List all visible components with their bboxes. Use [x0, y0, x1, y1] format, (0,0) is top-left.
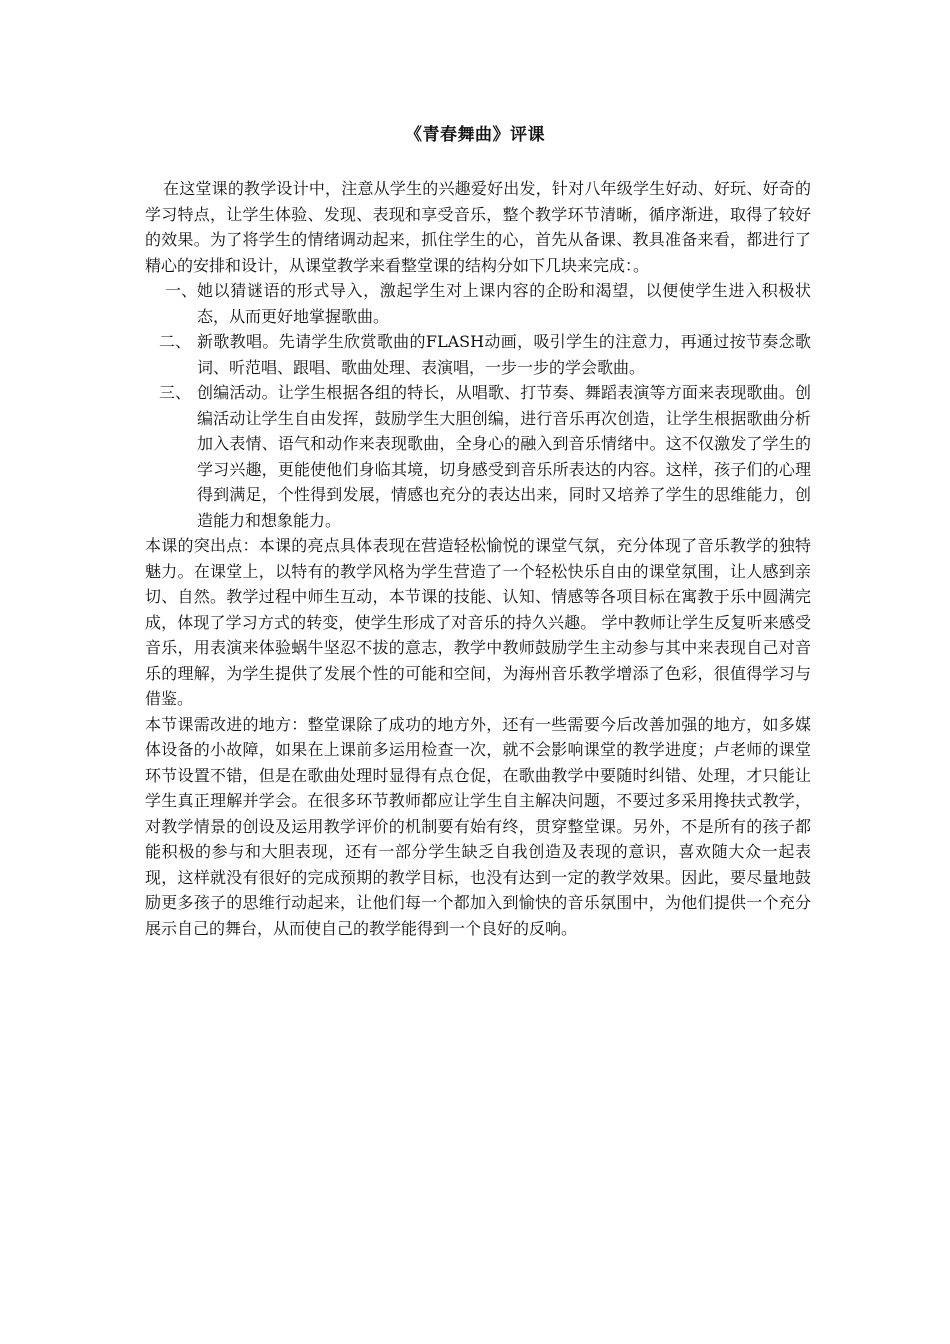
document-body	[145, 176, 811, 941]
highlights-paragraph: 本课的突出点：本课的亮点具体表现在营造轻松愉悦的课堂气氛，充分体现了音乐教学的独特魅力。在课堂上，以特有的教学风格为学生营造了一个轻松快乐自由的课堂氛围，让人感到亲切、自然。教学过程中师生互动，本节课的技能、认知、情感等各项目标在寓教于乐中圆满完成，体现了学习方式的转变，使学生形成了对音乐的持久兴趣。 学中教师让学生反复听来感受音乐，用表演来体验蜗牛坚忍不拔的意志，教学中教师鼓励学生主动参与其中来表现自己对音乐的理解，为学生提供了发展个性的可能和空间，为海州音乐教学增添了色彩，很值得学习与借鉴。	[145, 536, 811, 708]
list-item	[145, 329, 811, 380]
list-item	[145, 278, 811, 329]
list-item-number: 一、	[165, 281, 198, 300]
list-item-number: 二、	[159, 332, 192, 351]
list-item-text: 创编活动。让学生根据各组的特长，从唱歌、打节奏、舞蹈表演等方面来表现歌曲。创编活动让学生自由发挥，鼓励学生大胆创编，进行音乐再次创造，让学生根据歌曲分析加入表情、语气和动作来表现歌曲，全身心的融入到音乐情绪中。这不仅激发了学生的学习兴趣，更能使他们身临其境，切身感受到音乐所表达的内容。这样，孩子们的心理得到满足，个性得到发展，情感也充分的表达出来，同时又培养了学生的思维能力，创造能力和想象能力。	[197, 383, 811, 530]
improvements-paragraph: 本节课需改进的地方：整堂课除了成功的地方外，还有一些需要今后改善加强的地方，如多媒体设备的小故障，如果在上课前多运用检查一次，就不会影响课堂的教学进度；卢老师的课堂环节设置不错，但是在歌曲处理时显得有点仓促，在歌曲教学中要随时纠错、处理，才只能让学生真正理解并学会。在很多环节教师都应让学生自主解决问题，不要过多采用搀扶式教学，对教学情景的创设及运用教学评价的机制要有始有终，贯穿整堂课。另外，不是所有的孩子都能积极的参与和大胆表现，还有一部分学生缺乏自我创造及表现的意识，喜欢随大众一起表现，这样就没有很好的完成预期的教学目标，也没有达到一定的教学效果。因此，要尽量地鼓励更多孩子的思维行动起来，让他们每一个都加入到愉快的音乐氛围中，为他们提供一个充分展示自己的舞台，从而使自己的教学能得到一个良好的反响。	[145, 714, 811, 938]
list-item-text: 她以猜谜语的形式导入，激起学生对上课内容的企盼和渴望，以便使学生进入积极状态，从而更好地掌握歌曲。	[197, 281, 811, 326]
list-item-number: 三、	[159, 383, 192, 402]
document-title: 《青春舞曲》评课	[405, 125, 545, 145]
intro-paragraph: 在这堂课的教学设计中，注意从学生的兴趣爱好出发，针对八年级学生好动、好玩、好奇的学习特点，让学生体验、发现、表现和享受音乐，整个教学环节清晰，循序渐进，取得了较好的效果。为了将学生的情绪调动起来，抓住学生的心，首先从备课、教具准备来看，都进行了精心的安排和设计，从课堂教学来看整堂课的结构分如下几块来完成：。	[145, 179, 811, 275]
list-item-text: 新歌教唱。先请学生欣赏歌曲的FLASH动画，吸引学生的注意力，再通过按节奏念歌词、听范唱、跟唱、歌曲处理、表演唱，一步一步的学会歌曲。	[197, 332, 811, 377]
list-item	[145, 380, 811, 533]
